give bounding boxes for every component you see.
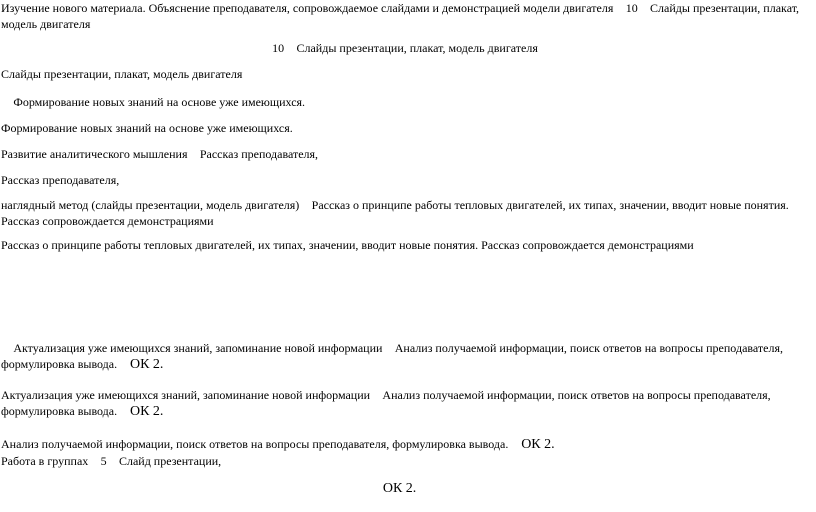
text-goal-marker: Формирование новых знаний на основе уже имеющихся. <box>1 95 293 109</box>
text-competency: ОК 2. <box>382 481 417 496</box>
text-resources: Слайды презентации, плакат, модель двигателя <box>1 67 243 81</box>
text-analysis: Анализ получаемой информации, поиск ответов на вопросы преподавателя, формулировка вывода. ОК 2. <box>1 437 545 452</box>
text-group-work: Работа в группах 5 Слайд презентации, <box>1 454 203 468</box>
text-duration-resources: 10 Слайды презентации, плакат, модель двигателя <box>272 41 534 55</box>
text-goal: Формирование новых знаний на основе уже имеющихся. <box>1 121 293 135</box>
text-visual-method: наглядный метод (слайды презентации, модель двигателя) Рассказ о принципе работы тепловых двигателей, их типах, значении, вводит новые понятия. Рассказ сопровождается демонстрациями <box>1 198 780 228</box>
text-student-activity: Актуализация уже имеющихся знаний, запоминание новой информации Анализ получаемой информации, поиск ответов на вопросы преподавателя, формулировка вывода. ОК 2. <box>1 388 762 419</box>
text-development: Развитие аналитического мышления Рассказ преподавателя, <box>1 147 309 161</box>
text-student-activity-marker: Актуализация уже имеющихся знаний, запоминание новой информации Анализ получаемой информации, поиск ответов на вопросы преподавателя, формулировка вывода. ОК 2. <box>1 341 762 372</box>
text-teacher-activity: Рассказ о принципе работы тепловых двигателей, их типах, значении, вводит новые понятия. Рассказ сопровождается демонстрациями <box>1 238 694 252</box>
text-teacher-story: Рассказ преподавателя, <box>1 173 120 187</box>
text-lesson-stage: Изучение нового материала. Объяснение преподавателя, сопровождаемое слайдами и демонстрацией модели двигателя 10 Слайды презентации, плакат, модель двигателя <box>1 1 781 31</box>
